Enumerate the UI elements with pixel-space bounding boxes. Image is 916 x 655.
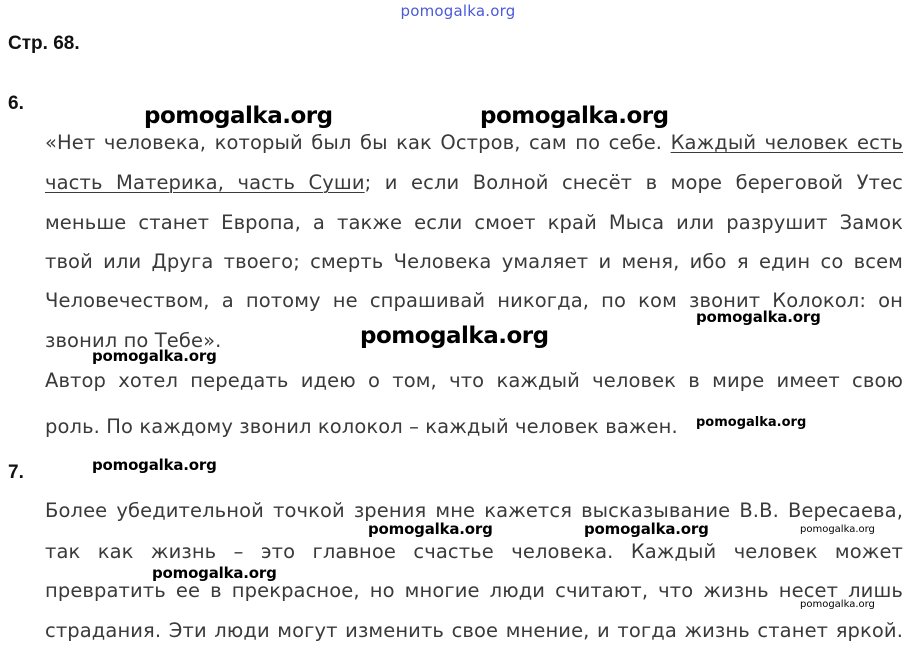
watermark: pomogalka.org bbox=[800, 599, 875, 610]
task-6-line-6: звонил по Тебе». bbox=[45, 329, 222, 352]
task-6-line-5: Человечеством, а потому не спрашивай никогда, по ком звонит Колокол: он bbox=[45, 289, 903, 312]
page-label: Стр. 68. bbox=[8, 33, 80, 54]
watermark: pomogalka.org bbox=[92, 347, 217, 365]
task-7-line-1: Более убедительной точкой зрения мне кажется высказывание В.В. Вересаева, bbox=[45, 499, 903, 522]
task-6-number: 6. bbox=[8, 93, 24, 114]
watermark: pomogalka.org bbox=[696, 415, 807, 430]
task-6-line-2: часть Материка, часть Суши; и если Волной снесёт в море береговой Утес bbox=[45, 171, 903, 194]
task-6-line-3: меньше станет Европа, а также если смоет край Мыса или разрушит Замок bbox=[45, 211, 903, 234]
watermark: pomogalka.org bbox=[144, 103, 333, 129]
task-6-line-1: «Нет человека, который был бы как Остров, сам по себе. Каждый человек есть bbox=[45, 131, 903, 154]
task-6-line-8: роль. По каждому звонил колокол – каждый человек важен. bbox=[45, 415, 678, 438]
watermark: pomogalka.org bbox=[368, 520, 493, 538]
watermark: pomogalka.org bbox=[800, 524, 875, 535]
watermark: pomogalka.org bbox=[696, 308, 821, 326]
task-7-line-3: превратить ее в прекрасное, но многие люди считают, что жизнь несет лишь bbox=[45, 579, 903, 602]
watermark: pomogalka.org bbox=[480, 103, 669, 129]
task-7-line-4: страдания. Эти люди могут изменить свое мнение, и тогда жизнь станет яркой. bbox=[45, 619, 903, 642]
task-7-number: 7. bbox=[8, 462, 24, 483]
watermark: pomogalka.org bbox=[360, 323, 549, 349]
task-7-line-2: так как жизнь – это главное счастье человека. Каждый человек может bbox=[45, 540, 903, 563]
watermark: pomogalka.org bbox=[584, 520, 709, 538]
top-watermark: pomogalka.org bbox=[400, 2, 516, 20]
task-6-line-7: Автор хотел передать идею о том, что каждый человек в мире имеет свою bbox=[45, 369, 903, 392]
task-6-line-4: твой или Друга твоего; смерть Человека умаляет и меня, ибо я един со всем bbox=[45, 250, 903, 273]
watermark: pomogalka.org bbox=[92, 456, 217, 474]
watermark: pomogalka.org bbox=[152, 564, 277, 582]
